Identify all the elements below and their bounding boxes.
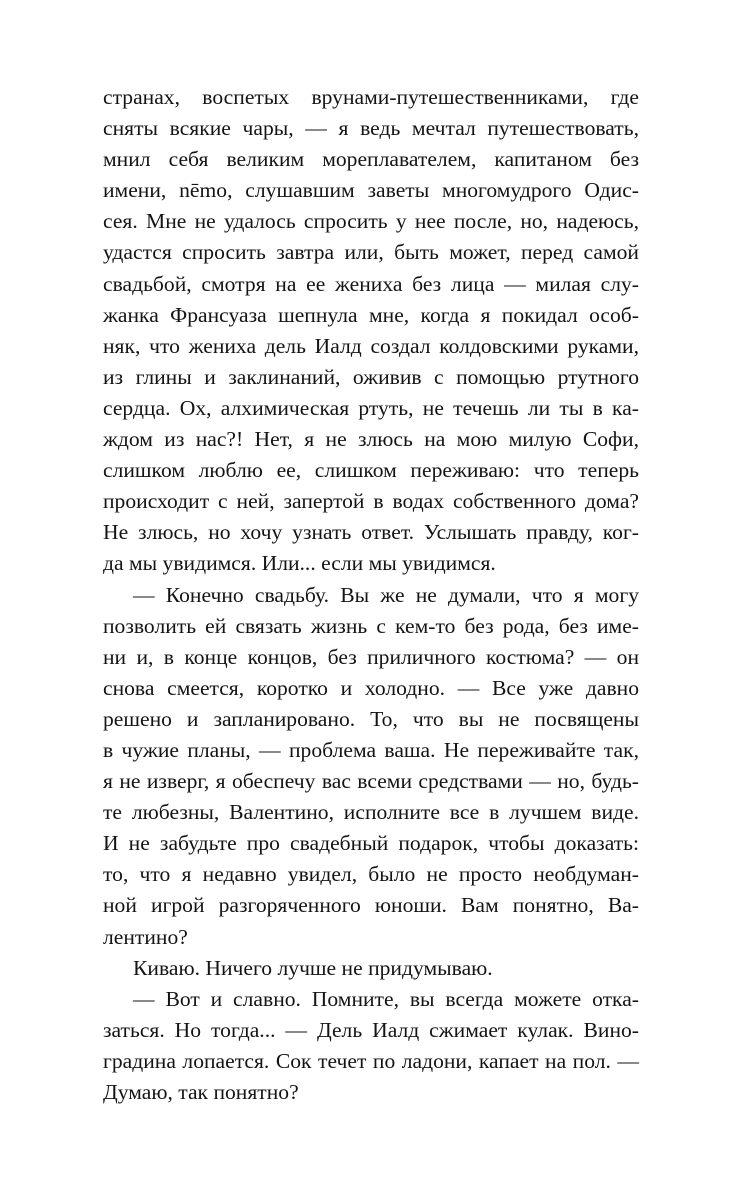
text-line: жанка Франсуаза шепнула мне, когда я покидал особ- xyxy=(103,302,639,327)
text-line: я не изверг, я обеспечу вас всеми средствами — но, будь- xyxy=(103,769,639,794)
text-line: ной игрой разгоряченного юноши. Вам понятно, Ва- xyxy=(103,893,639,918)
text-line: ни и, в конце концов, без приличного костюма? — он xyxy=(103,644,639,669)
body-text xyxy=(103,82,639,1108)
text-line: те любезны, Валентино, исполните все в лучшем виде. xyxy=(103,800,639,825)
text-line: сердца. Ох, алхимическая ртуть, не течешь ли ты в ка- xyxy=(103,395,639,420)
text-line: в чужие планы, — проблема ваша. Не переживайте так, xyxy=(103,737,639,762)
text-line: ждом из нас?! Нет, я не злюсь на мою милую Софи, xyxy=(103,427,639,452)
text-line: сея. Мне не удалось спросить у нее после, но, надеюсь, xyxy=(103,209,639,234)
text-line: Думаю, так понятно? xyxy=(103,1080,299,1104)
text-line: Не злюсь, но хочу узнать ответ. Услышать правду, ког- xyxy=(103,520,639,545)
text-line: — Конечно свадьбу. Вы же не думали, что я могу xyxy=(133,582,639,607)
text-line: решено и запланировано. То, что вы не посвящены xyxy=(103,706,639,731)
text-line: И не забудьте про свадебный подарок, чтобы доказать: xyxy=(103,831,639,856)
text-line: из глины и заклинаний, оживив с помощью ртутного xyxy=(103,364,639,389)
text-line: сняты всякие чары, — я ведь мечтал путешествовать, xyxy=(103,116,639,141)
text-line: мнил себя великим мореплавателем, капитаном без xyxy=(103,147,639,172)
text-line: странах, воспетых врунами-путешественниками, где xyxy=(103,85,639,109)
text-line: то, что я недавно увидел, было не просто необдуман- xyxy=(103,862,639,887)
text-line: Киваю. Ничего лучше не придумываю. xyxy=(133,955,493,980)
text-line: свадьбой, смотря на ее жениха без лица — милая слу- xyxy=(103,271,639,296)
text-line: удастся спросить завтра или, быть может, перед самой xyxy=(103,240,639,265)
text-line: лентино? xyxy=(103,924,188,949)
text-line: снова смеется, коротко и холодно. — Все уже давно xyxy=(103,675,639,700)
text-line: няк, что жениха дель Иалд создал колдовскими руками, xyxy=(103,333,639,358)
paragraph-1 xyxy=(103,82,639,580)
paragraph-3 xyxy=(103,953,639,984)
paragraph-2 xyxy=(103,580,639,953)
text-line: — Вот и славно. Помните, вы всегда можете отка- xyxy=(133,986,639,1011)
text-line: происходит с ней, запертой в водах собственного дома? xyxy=(103,489,639,514)
text-line: да мы увидимся. Или... если мы увидимся. xyxy=(103,551,496,576)
text-line: имени, nēmo, слушавшим заветы многомудрого Одис- xyxy=(103,178,639,203)
text-line: градина лопается. Сок течет по ладони, капает на пол. — xyxy=(103,1048,639,1073)
text-line: слишком люблю ее, слишком переживаю: что теперь xyxy=(103,458,639,483)
text-line: заться. Но тогда... — Дель Иалд сжимает кулак. Вино- xyxy=(103,1017,639,1042)
text-line: позволить ей связать жизнь с кем-то без рода, без име- xyxy=(103,613,639,638)
paragraph-4 xyxy=(103,984,639,1108)
